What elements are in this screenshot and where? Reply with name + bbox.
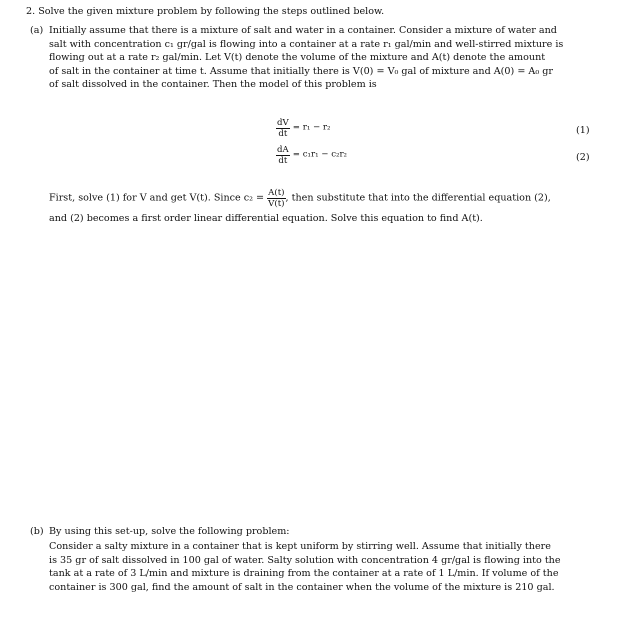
text-line: container is 300 gal, find the amount of salt in the container when the volume of the mixture is 210 gal.	[49, 581, 555, 593]
part-a-label: (a)	[30, 25, 44, 36]
text-line: Consider a salty mixture in a container that is kept uniform by stirring well. Assume that initially there	[49, 541, 551, 552]
equation-2	[276, 145, 347, 166]
part-a-intro	[49, 24, 589, 92]
problem-heading: 2. Solve the given mixture problem by following the steps outlined below.	[26, 6, 385, 17]
derivative-dv-dt	[276, 118, 290, 139]
frac-denominator: dt	[278, 156, 288, 166]
text-line: of salt dissolved in the container. Then the model of this problem is	[49, 79, 377, 91]
text-line: of salt in the container at time t. Assume that initially there is V(0) = V₀ gal of mixture and A(0) = A₀ gr	[49, 65, 553, 77]
frac-denominator: dt	[278, 129, 288, 139]
derivative-da-dt	[276, 145, 290, 166]
text-line: is 35 gr of salt dissolved in 100 gal of water. Salty solution with concentration 4 gr/gal is flowing into the	[49, 554, 561, 566]
equation-1-rhs: = r₁ − r₂	[292, 122, 331, 133]
instruction-text-a: First, solve (1) for V and get V(t). Since c₂ =	[49, 192, 265, 204]
solve-instruction-line-1	[49, 188, 551, 209]
text-line: tank at a rate of 3 L/min and mixture is draining from the container at a rate of 1 L/min. If volume of the	[49, 568, 559, 580]
solve-instruction-line-2: and (2) becomes a first order linear differential equation. Solve this equation to find A(t).	[49, 213, 483, 224]
frac-denominator: V(t)	[268, 199, 285, 209]
part-b-problem	[49, 540, 589, 594]
frac-numerator: A(t)	[268, 188, 285, 198]
equation-2-rhs: = c₁r₁ − c₂r₂	[292, 149, 347, 160]
text-line: Initially assume that there is a mixture of salt and water in a container. Consider a mixture of water and	[49, 25, 557, 36]
text-line: flowing out at a rate r₂ gal/min. Let V(t) denote the volume of the mixture and A(t) denote the amount	[49, 52, 546, 64]
frac-numerator: dV	[277, 118, 289, 128]
concentration-fraction	[267, 188, 285, 209]
text-line: salt with concentration c₁ gr/gal is flowing into a container at a rate r₁ gal/min and well-stirred mixture is	[49, 38, 564, 50]
equation-1-tag: (1)	[576, 125, 590, 136]
equation-1	[276, 118, 330, 139]
instruction-text-b: , then substitute that into the differential equation (2),	[285, 192, 551, 204]
part-b-label: (b)	[30, 526, 44, 537]
equation-2-tag: (2)	[576, 152, 590, 163]
part-b-first-line: By using this set-up, solve the following problem:	[49, 526, 290, 537]
frac-numerator: dA	[277, 145, 289, 155]
